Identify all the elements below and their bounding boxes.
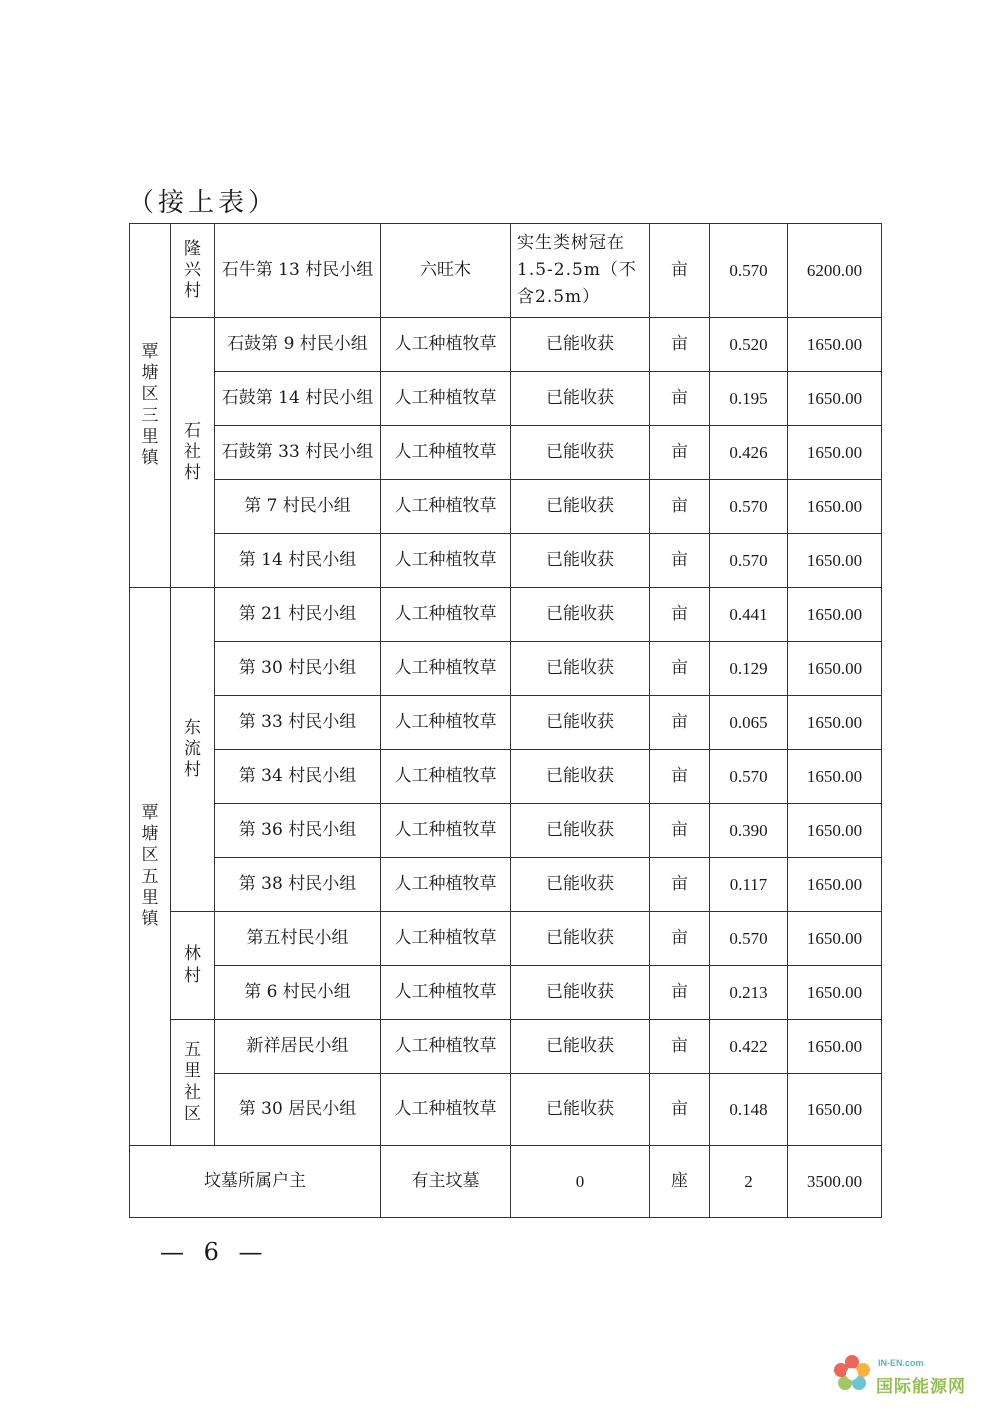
item-cell: 人工种植牧草	[381, 696, 511, 750]
item-cell: 人工种植牧草	[381, 642, 511, 696]
status-cell: 已能收获	[511, 534, 650, 588]
group-cell: 第五村民小组	[215, 912, 381, 966]
status-cell: 已能收获	[511, 858, 650, 912]
flower-logo-icon	[828, 1350, 876, 1398]
status-cell: 已能收获	[511, 372, 650, 426]
price-cell: 1650.00	[788, 1020, 882, 1074]
unit-cell: 亩	[650, 804, 710, 858]
status-cell: 已能收获	[511, 642, 650, 696]
price-cell: 1650.00	[788, 372, 882, 426]
table-row	[130, 534, 882, 588]
unit-cell: 亩	[650, 534, 710, 588]
unit-cell: 座	[650, 1146, 710, 1218]
qty-cell: 0.422	[710, 1020, 788, 1074]
village-cell: 林 村	[171, 912, 215, 1020]
status-cell: 已能收获	[511, 696, 650, 750]
status-cell: 已能收获	[511, 912, 650, 966]
unit-cell: 亩	[650, 588, 710, 642]
item-cell: 人工种植牧草	[381, 588, 511, 642]
qty-cell: 0.570	[710, 912, 788, 966]
unit-cell: 亩	[650, 318, 710, 372]
qty-cell: 0.213	[710, 966, 788, 1020]
status-cell: 已能收获	[511, 318, 650, 372]
qty-cell: 0.520	[710, 318, 788, 372]
page-number: — 6 —	[160, 1238, 269, 1266]
group-cell: 第 36 村民小组	[215, 804, 381, 858]
group-cell: 第 30 村民小组	[215, 642, 381, 696]
qty-cell: 2	[710, 1146, 788, 1218]
price-cell: 1650.00	[788, 912, 882, 966]
item-cell: 人工种植牧草	[381, 426, 511, 480]
group-cell: 石牛第 13 村民小组	[215, 224, 381, 318]
table-row	[130, 318, 882, 372]
item-cell: 人工种植牧草	[381, 318, 511, 372]
qty-cell: 0.441	[710, 588, 788, 642]
village-cell: 五 里 社 区	[171, 1020, 215, 1146]
price-cell: 1650.00	[788, 480, 882, 534]
qty-cell: 0.426	[710, 426, 788, 480]
group-cell: 第 34 村民小组	[215, 750, 381, 804]
unit-cell: 亩	[650, 966, 710, 1020]
item-cell: 人工种植牧草	[381, 480, 511, 534]
price-cell: 3500.00	[788, 1146, 882, 1218]
item-cell: 人工种植牧草	[381, 750, 511, 804]
group-cell: 第 7 村民小组	[215, 480, 381, 534]
group-cell: 第 14 村民小组	[215, 534, 381, 588]
table-row	[130, 804, 882, 858]
price-cell: 1650.00	[788, 858, 882, 912]
unit-cell: 亩	[650, 224, 710, 318]
table-row	[130, 912, 882, 966]
item-cell: 人工种植牧草	[381, 912, 511, 966]
price-cell: 1650.00	[788, 1074, 882, 1146]
price-cell: 6200.00	[788, 224, 882, 318]
item-cell: 人工种植牧草	[381, 534, 511, 588]
table-row	[130, 642, 882, 696]
table-caption: （接上表）	[128, 188, 279, 218]
table-row	[130, 858, 882, 912]
item-cell: 人工种植牧草	[381, 372, 511, 426]
watermark-site: IN-EN.com	[878, 1358, 924, 1368]
qty-cell: 0.117	[710, 858, 788, 912]
item-cell: 有主坟墓	[381, 1146, 511, 1218]
watermark-name: 国际能源网	[876, 1377, 966, 1397]
group-cell: 第 6 村民小组	[215, 966, 381, 1020]
unit-cell: 亩	[650, 1074, 710, 1146]
item-cell: 人工种植牧草	[381, 804, 511, 858]
unit-cell: 亩	[650, 1020, 710, 1074]
group-cell: 石鼓第 9 村民小组	[215, 318, 381, 372]
status-cell: 已能收获	[511, 750, 650, 804]
price-cell: 1650.00	[788, 642, 882, 696]
price-cell: 1650.00	[788, 318, 882, 372]
unit-cell: 亩	[650, 858, 710, 912]
table-row	[130, 1074, 882, 1146]
unit-cell: 亩	[650, 372, 710, 426]
qty-cell: 0.129	[710, 642, 788, 696]
village-cell: 东 流 村	[171, 588, 215, 912]
item-cell: 人工种植牧草	[381, 1074, 511, 1146]
price-cell: 1650.00	[788, 696, 882, 750]
table-row	[130, 966, 882, 1020]
group-cell: 新祥居民小组	[215, 1020, 381, 1074]
price-cell: 1650.00	[788, 588, 882, 642]
group-cell: 第 21 村民小组	[215, 588, 381, 642]
price-cell: 1650.00	[788, 804, 882, 858]
unit-cell: 亩	[650, 426, 710, 480]
group-cell: 第 38 村民小组	[215, 858, 381, 912]
group-cell: 第 33 村民小组	[215, 696, 381, 750]
price-cell: 1650.00	[788, 426, 882, 480]
table-row	[130, 750, 882, 804]
table-row	[130, 696, 882, 750]
unit-cell: 亩	[650, 480, 710, 534]
qty-cell: 0.148	[710, 1074, 788, 1146]
item-cell: 六旺木	[381, 224, 511, 318]
unit-cell: 亩	[650, 642, 710, 696]
item-cell: 人工种植牧草	[381, 1020, 511, 1074]
compensation-table	[129, 223, 882, 1218]
item-cell: 人工种植牧草	[381, 858, 511, 912]
qty-cell: 0.570	[710, 224, 788, 318]
qty-cell: 0.570	[710, 480, 788, 534]
watermark	[828, 1346, 978, 1406]
unit-cell: 亩	[650, 696, 710, 750]
village-cell: 隆 兴 村	[171, 224, 215, 318]
qty-cell: 0.065	[710, 696, 788, 750]
qty-cell: 0.390	[710, 804, 788, 858]
group-cell: 第 30 居民小组	[215, 1074, 381, 1146]
status-cell: 已能收获	[511, 1020, 650, 1074]
status-cell: 已能收获	[511, 1074, 650, 1146]
status-cell: 0	[511, 1146, 650, 1218]
town-cell: 覃 塘 区 三 里 镇	[130, 224, 171, 588]
qty-cell: 0.570	[710, 750, 788, 804]
item-cell: 人工种植牧草	[381, 966, 511, 1020]
unit-cell: 亩	[650, 750, 710, 804]
status-cell: 已能收获	[511, 588, 650, 642]
group-cell: 坟墓所属户主	[130, 1146, 381, 1218]
price-cell: 1650.00	[788, 534, 882, 588]
group-cell: 石鼓第 14 村民小组	[215, 372, 381, 426]
table-row	[130, 1020, 882, 1074]
town-cell: 覃 塘 区 五 里 镇	[130, 588, 171, 1146]
status-cell: 已能收获	[511, 480, 650, 534]
status-cell: 实生类树冠在1.5-2.5m（不含2.5m）	[511, 224, 650, 318]
status-cell: 已能收获	[511, 426, 650, 480]
table-row	[130, 1146, 882, 1218]
table-row	[130, 426, 882, 480]
table-row	[130, 372, 882, 426]
price-cell: 1650.00	[788, 966, 882, 1020]
status-cell: 已能收获	[511, 966, 650, 1020]
qty-cell: 0.195	[710, 372, 788, 426]
table-row	[130, 224, 882, 318]
price-cell: 1650.00	[788, 750, 882, 804]
table-row	[130, 480, 882, 534]
village-cell: 石 社 村	[171, 318, 215, 588]
qty-cell: 0.570	[710, 534, 788, 588]
status-cell: 已能收获	[511, 804, 650, 858]
table-row	[130, 588, 882, 642]
unit-cell: 亩	[650, 912, 710, 966]
group-cell: 石鼓第 33 村民小组	[215, 426, 381, 480]
